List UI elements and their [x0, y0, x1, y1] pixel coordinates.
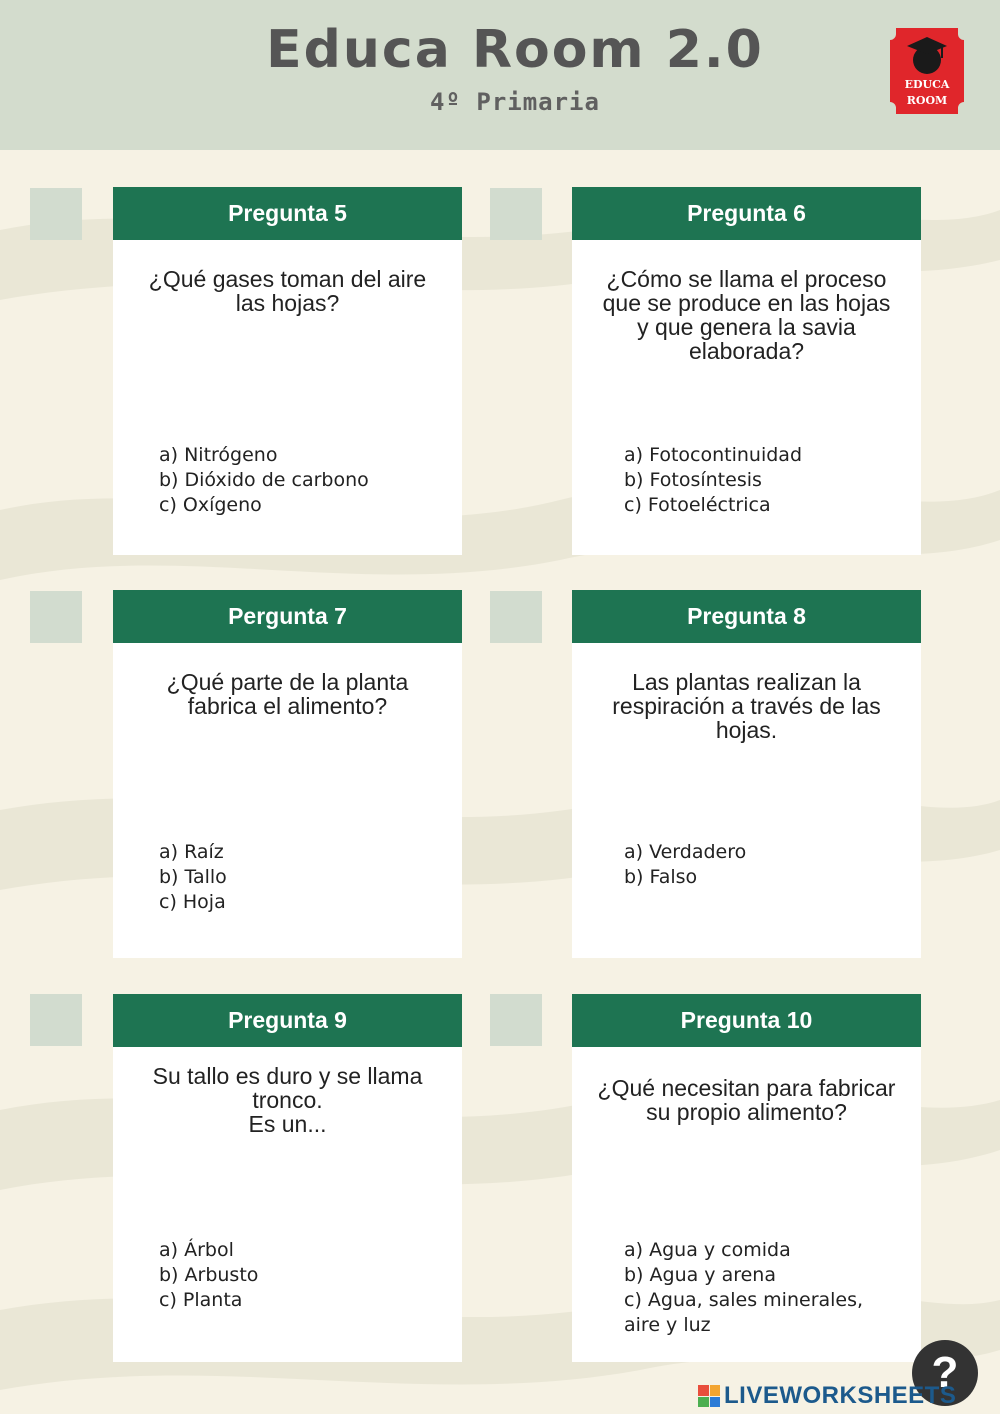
answer-options	[624, 840, 914, 890]
answer-option-b[interactable]: b) Agua y arena	[624, 1264, 776, 1286]
question-text: Su tallo es duro y se llama tronco. Es un...	[152, 1063, 423, 1137]
card-title: Pregunta 6	[572, 187, 921, 240]
question-text: Las plantas realizan la respiración a través de las hojas.	[612, 669, 881, 743]
answer-option-b[interactable]: b) Falso	[624, 866, 698, 888]
answer-option-c[interactable]: c) Oxígeno	[159, 494, 262, 516]
liveworksheets-logo-icon	[698, 1385, 720, 1407]
brand-text: LIVEWORKSHEETS	[724, 1382, 957, 1409]
answer-options	[159, 1238, 449, 1313]
decorative-square	[490, 188, 542, 240]
answer-options	[159, 840, 449, 915]
liveworksheets-brand[interactable]	[698, 1382, 956, 1410]
answer-option-a[interactable]: a) Nitrógeno	[159, 444, 278, 466]
question-card-7	[113, 590, 462, 958]
answer-option-c[interactable]: c) Hoja	[159, 891, 226, 913]
question-card-10	[572, 994, 921, 1362]
answer-option-b[interactable]: b) Arbusto	[159, 1264, 259, 1286]
decorative-square	[30, 591, 82, 643]
card-title: Pregunta 10	[572, 994, 921, 1047]
answer-option-b[interactable]: b) Dióxido de carbono	[159, 469, 369, 491]
question-card-9	[113, 994, 462, 1362]
logo-text-bottom: ROOM	[906, 94, 948, 107]
answer-options	[624, 443, 914, 518]
question-card-5	[113, 187, 462, 555]
answer-option-a[interactable]: a) Verdadero	[624, 841, 747, 863]
question-text: ¿Cómo se llama el proceso que se produce en las hojas y que genera la savia elaborada?	[602, 266, 891, 364]
decorative-square	[30, 994, 82, 1046]
page-header	[0, 0, 1000, 150]
decorative-square	[490, 994, 542, 1046]
question-card-8	[572, 590, 921, 958]
question-text: ¿Qué gases toman del aire las hojas?	[148, 266, 427, 316]
answer-option-c[interactable]: c) Planta	[159, 1289, 243, 1311]
logo-text-top: EDUCA	[904, 78, 950, 91]
educa-room-logo	[890, 28, 964, 114]
help-button[interactable]: ?	[912, 1340, 978, 1406]
card-title: Pergunta 7	[113, 590, 462, 643]
answer-option-b[interactable]: b) Tallo	[159, 866, 227, 888]
question-text: ¿Qué parte de la planta fabrica el alimento?	[166, 669, 409, 719]
page-subtitle: 4º Primaria	[430, 88, 600, 116]
answer-option-c[interactable]: c) Agua, sales minerales, aire y luz	[624, 1289, 864, 1336]
answer-option-a[interactable]: a) Árbol	[159, 1239, 234, 1261]
decorative-square	[490, 591, 542, 643]
page-title: Educa Room 2.0	[266, 20, 764, 80]
card-title: Pregunta 9	[113, 994, 462, 1047]
question-text: ¿Qué necesitan para fabricar su propio alimento?	[597, 1075, 896, 1125]
answer-option-a[interactable]: a) Raíz	[159, 841, 224, 863]
answer-option-a[interactable]: a) Agua y comida	[624, 1239, 791, 1261]
question-card-6	[572, 187, 921, 555]
answer-option-b[interactable]: b) Fotosíntesis	[624, 469, 762, 491]
answer-option-a[interactable]: a) Fotocontinuidad	[624, 444, 803, 466]
card-title: Pregunta 5	[113, 187, 462, 240]
decorative-square	[30, 188, 82, 240]
card-title: Pregunta 8	[572, 590, 921, 643]
answer-options	[624, 1238, 914, 1338]
answer-option-c[interactable]: c) Fotoeléctrica	[624, 494, 771, 516]
answer-options	[159, 443, 449, 518]
